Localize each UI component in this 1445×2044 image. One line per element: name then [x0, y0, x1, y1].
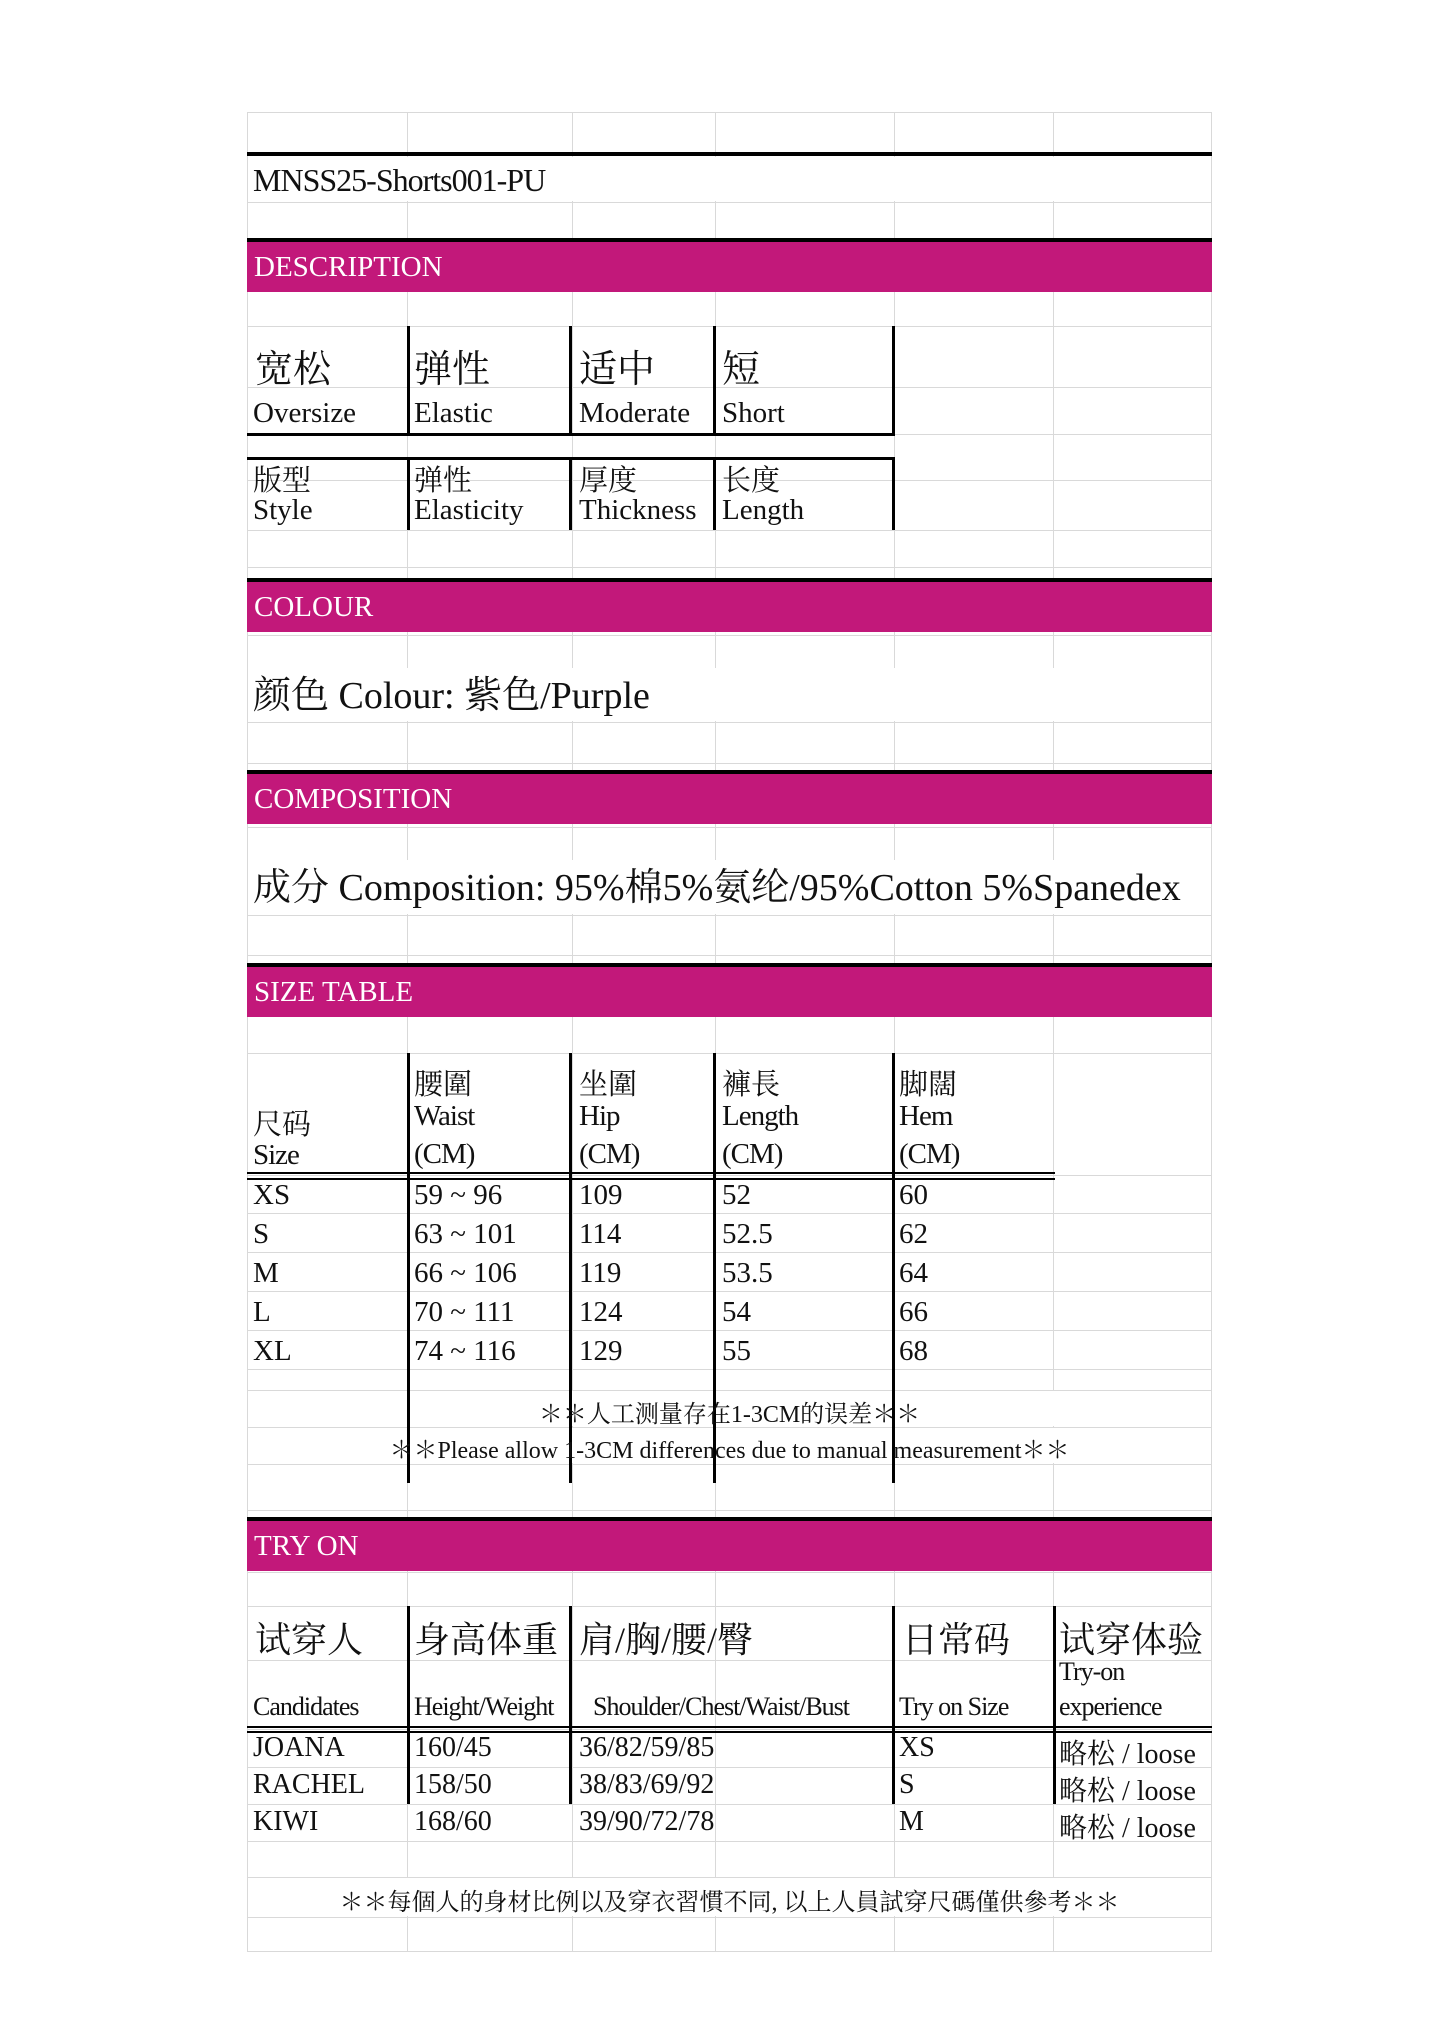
tryon-row-value: 36/82/59/85	[579, 1732, 715, 1763]
desc-value-en: Short	[722, 397, 785, 429]
size-header-cn: 褲長	[722, 1069, 781, 1101]
desc-value-en: Elastic	[414, 397, 493, 429]
tryon-candidate-name: KIWI	[253, 1806, 319, 1837]
tryon-header-en: experience	[1059, 1692, 1162, 1721]
tryon-header-en: Shoulder/Chest/Waist/Bust	[593, 1692, 850, 1721]
size-header-cn: 坐圍	[579, 1069, 638, 1101]
size-row-value: 55	[722, 1335, 751, 1367]
size-header-cn: 腰圍	[414, 1069, 473, 1101]
desc-label-en: Elasticity	[414, 494, 524, 526]
tryon-candidate-name: RACHEL	[253, 1769, 365, 1800]
tryon-row-value: S	[899, 1769, 915, 1800]
size-row-value: 114	[579, 1218, 622, 1250]
size-row-value: 66 ~ 106	[414, 1257, 517, 1289]
tryon-header-en: Try-on	[1059, 1657, 1125, 1686]
tryon-row-value: 38/83/69/92	[579, 1769, 715, 1800]
tryon-row-value: XS	[899, 1732, 935, 1763]
size-header-en: Hip	[579, 1100, 620, 1132]
tryon-header-cn: 试穿人	[255, 1620, 364, 1660]
tryon-row-value: 39/90/72/78	[579, 1806, 715, 1837]
size-header-unit: (CM)	[899, 1138, 960, 1170]
size-row-label: XL	[253, 1335, 292, 1367]
size-header-unit: (CM)	[722, 1138, 783, 1170]
tryon-candidate-name: JOANA	[253, 1732, 345, 1763]
tryon-header-cn: 身高体重	[414, 1620, 559, 1660]
desc-value-en: Moderate	[579, 397, 691, 429]
size-row-value: 52.5	[722, 1218, 773, 1250]
size-row-value: 66	[899, 1296, 928, 1328]
desc-label-cn: 版型	[253, 465, 312, 497]
size-row-value: 119	[579, 1257, 622, 1289]
tryon-header-en: Height/Weight	[414, 1692, 554, 1721]
size-header-size-cn: 尺码	[253, 1109, 312, 1141]
desc-label-cn: 弹性	[414, 465, 473, 497]
tryon-header-en: Try on Size	[899, 1692, 1009, 1721]
desc-label-en: Style	[253, 494, 313, 526]
style-code: MNSS25-Shorts001-PU	[253, 162, 546, 198]
size-row-label: XS	[253, 1179, 291, 1211]
size-header-en: Waist	[414, 1100, 475, 1132]
size-row-label: M	[253, 1257, 279, 1289]
size-row-value: 74 ~ 116	[414, 1335, 516, 1367]
size-header-unit: (CM)	[579, 1138, 640, 1170]
tryon-row-value: 略松 / loose	[1059, 1776, 1196, 1807]
measurement-note-en: ＊＊Please allow 1-3CM differences due to manual measurement＊＊	[389, 1438, 1070, 1464]
size-row-value: 54	[722, 1296, 751, 1328]
desc-label-cn: 厚度	[579, 465, 638, 497]
desc-label-en: Length	[722, 494, 805, 526]
size-row-value: 64	[899, 1257, 928, 1289]
size-header-en: Hem	[899, 1100, 953, 1132]
size-header-size-en: Size	[253, 1139, 299, 1171]
colour-text: 颜色 Colour: 紫色/Purple	[253, 675, 650, 717]
section-colour: COLOUR	[247, 582, 1212, 632]
desc-value-cn: 宽松	[255, 349, 332, 391]
tryon-header-cn: 肩/胸/腰/臀	[579, 1620, 754, 1660]
tryon-row-value: 168/60	[414, 1806, 492, 1837]
desc-value-cn: 适中	[579, 349, 656, 391]
size-row-value: 59 ~ 96	[414, 1179, 503, 1211]
tryon-header-en: Candidates	[253, 1692, 359, 1721]
footer-note: ＊＊每個人的身材比例以及穿衣習慣不同, 以上人員試穿尺碼僅供參考＊＊	[339, 1890, 1120, 1916]
size-row-value: 109	[579, 1179, 623, 1211]
size-row-value: 63 ~ 101	[414, 1218, 517, 1250]
size-row-value: 60	[899, 1179, 928, 1211]
size-row-value: 129	[579, 1335, 623, 1367]
spec-sheet	[247, 112, 1212, 1952]
size-header-cn: 脚闊	[899, 1069, 958, 1101]
section-composition: COMPOSITION	[247, 774, 1212, 824]
tryon-row-value: M	[899, 1806, 924, 1837]
composition-text: 成分 Composition: 95%棉5%氨纶/95%Cotton 5%Spanedex	[253, 867, 1181, 909]
size-row-value: 124	[579, 1296, 623, 1328]
tryon-row-value: 略松 / loose	[1059, 1739, 1196, 1770]
size-row-value: 62	[899, 1218, 928, 1250]
size-row-value: 70 ~ 111	[414, 1296, 515, 1328]
desc-value-cn: 短	[722, 349, 761, 391]
desc-label-cn: 长度	[722, 465, 781, 497]
tryon-row-value: 略松 / loose	[1059, 1813, 1196, 1844]
desc-value-en: Oversize	[253, 397, 357, 429]
size-row-value: 68	[899, 1335, 928, 1367]
desc-value-cn: 弹性	[414, 349, 491, 391]
section-try-on: TRY ON	[247, 1521, 1212, 1571]
desc-label-en: Thickness	[579, 494, 697, 526]
tryon-header-cn: 试穿体验	[1059, 1620, 1204, 1660]
size-header-en: Length	[722, 1100, 799, 1132]
tryon-row-value: 160/45	[414, 1732, 492, 1763]
measurement-note-cn: ＊＊人工测量存在1-3CM的误差＊＊	[538, 1402, 921, 1428]
section-description: DESCRIPTION	[247, 242, 1212, 292]
tryon-row-value: 158/50	[414, 1769, 492, 1800]
size-row-label: S	[253, 1218, 270, 1250]
tryon-header-cn: 日常码	[902, 1620, 1011, 1660]
size-header-unit: (CM)	[414, 1138, 475, 1170]
size-row-value: 53.5	[722, 1257, 773, 1289]
size-row-label: L	[253, 1296, 271, 1328]
section-size-table: SIZE TABLE	[247, 967, 1212, 1017]
size-row-value: 52	[722, 1179, 751, 1211]
